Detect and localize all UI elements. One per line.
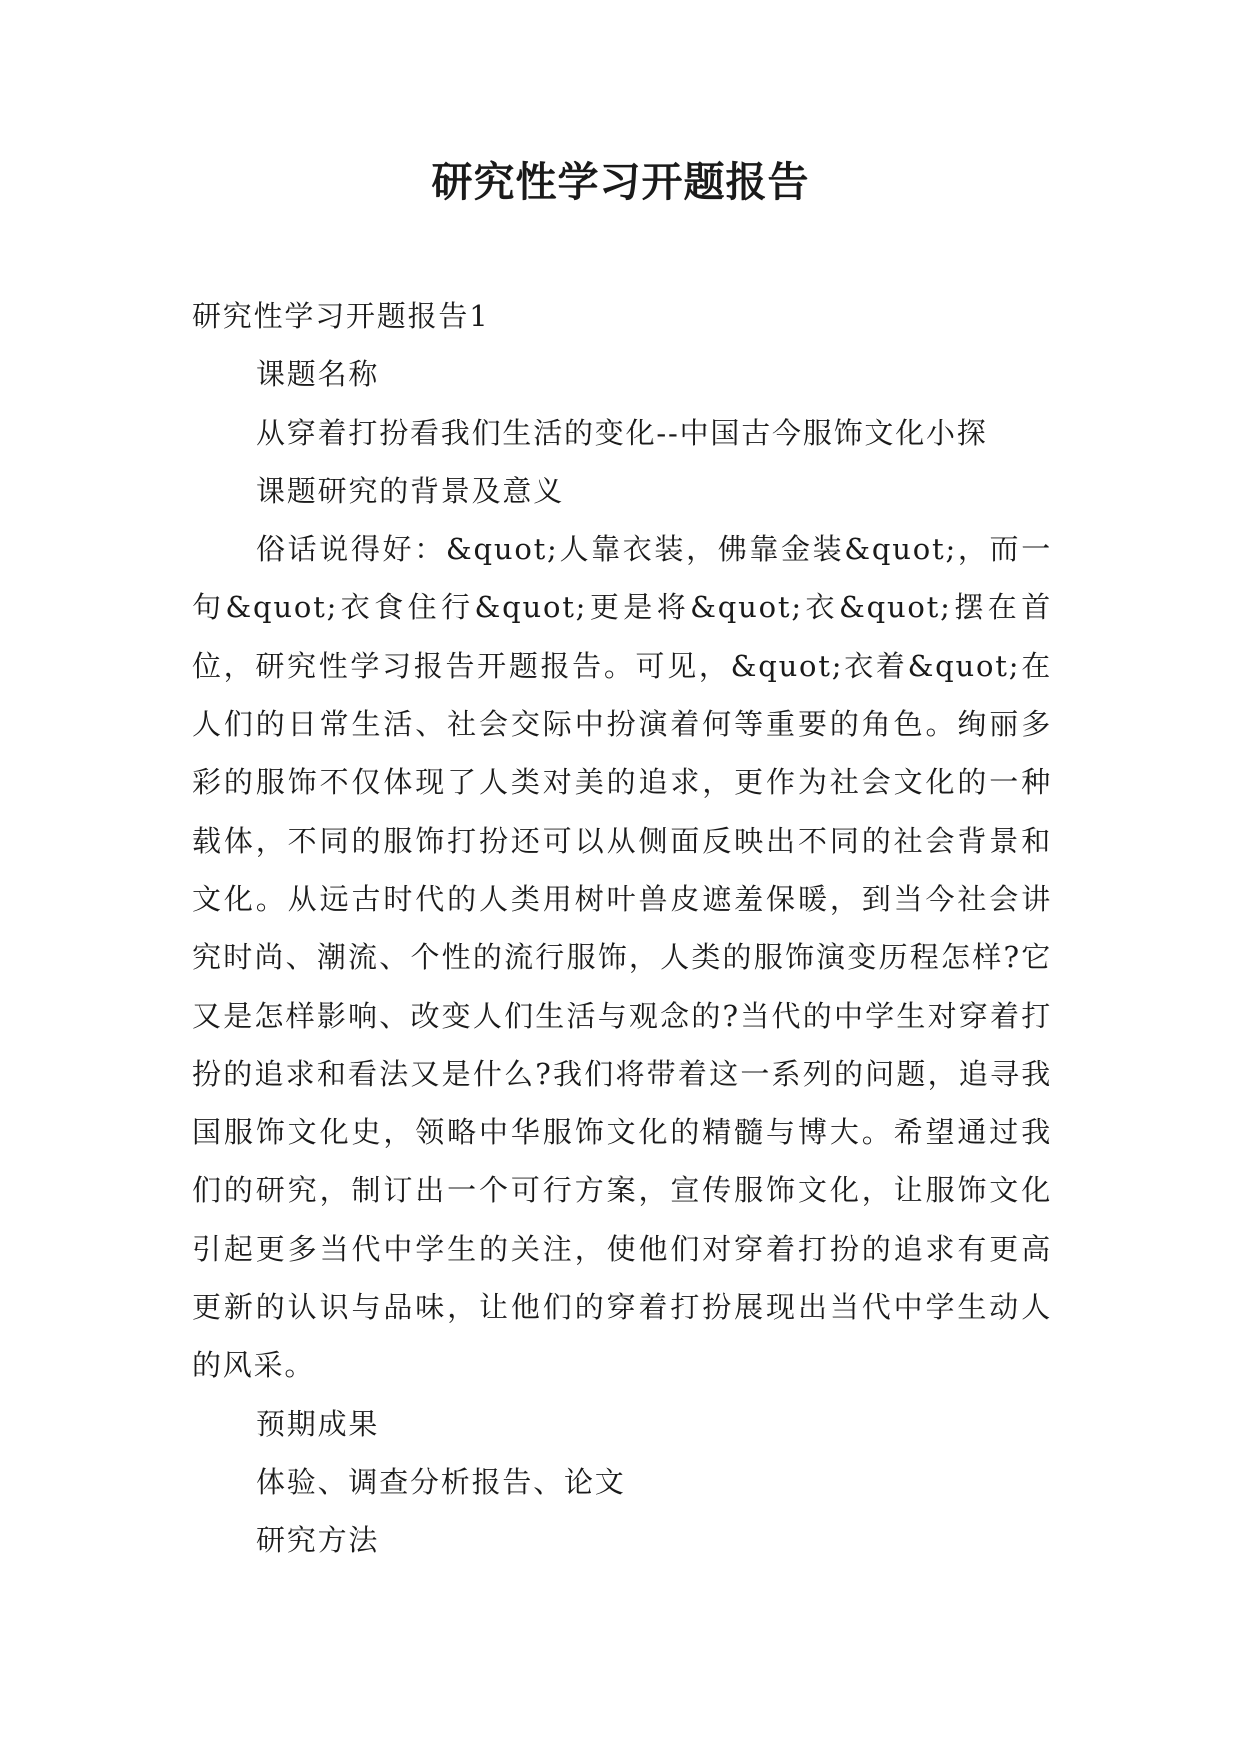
background-label: 课题研究的背景及意义 xyxy=(256,473,565,508)
method-label: 研究方法 xyxy=(256,1523,380,1558)
document-body xyxy=(192,287,1052,1570)
topic-name-text: 从穿着打扮看我们生活的变化--中国古今服饰文化小探 xyxy=(256,415,988,450)
background-paragraph: 俗话说得好：&quot;人靠衣装，佛靠金装&quot;，而一句&quot;衣食住行&quot;更是将&quot;衣&quot;摆在首位，研究性学习报告开题报告。可见，&quot;衣着&quot;在人们的日常生活、社会交际中扮演着何等重要的角色。绚丽多彩的服饰不仅体现了人类对美的追求，更作为社会文化的一种载体，不同的服饰打扮还可以从侧面反映出不同的社会背景和文化。从远古时代的人类用树叶兽皮遮羞保暖，到当今社会讲究时尚、潮流、个性的流行服饰，人类的服饰演变历程怎样?它又是怎样影响、改变人们生活与观念的?当代的中学生对穿着打扮的追求和看法又是什么?我们将带着这一系列的问题，追寻我国服饰文化史，领略中华服饰文化的精髓与博大。希望通过我们的研究，制订出一个可行方案，宣传服饰文化，让服饰文化引起更多当代中学生的关注，使他们对穿着打扮的追求有更高更新的认识与品味，让他们的穿着打扮展现出当代中学生动人的风采。 xyxy=(192,532,1052,1383)
outcome-label: 预期成果 xyxy=(256,1406,380,1441)
outcome-text: 体验、调查分析报告、论文 xyxy=(256,1464,626,1499)
document-title: 研究性学习开题报告 xyxy=(431,158,810,206)
topic-name-label: 课题名称 xyxy=(256,357,380,392)
section-heading: 研究性学习开题报告1 xyxy=(192,299,490,333)
